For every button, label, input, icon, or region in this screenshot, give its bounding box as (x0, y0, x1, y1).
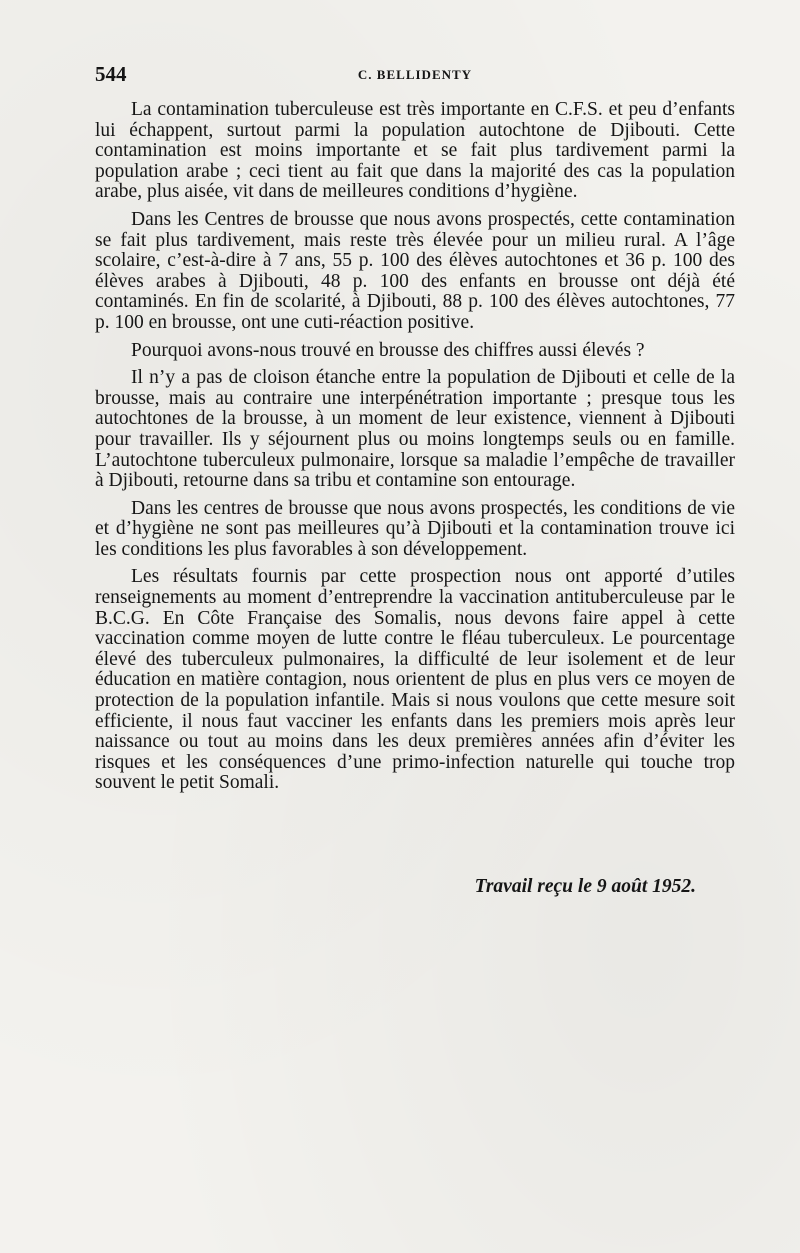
received-date-note: Travail reçu le 9 août 1952. (474, 876, 696, 897)
paragraph-5: Dans les centres de brousse que nous avons prospectés, les conditions de vie et d’hygiène ne sont pas meilleures qu’à Djibouti et la contamination trouve ici les conditions les plus favorables à son développement. (95, 497, 735, 560)
running-head: C. BELLIDENTY (357, 67, 473, 82)
paragraph-6: Les résultats fournis par cette prospection nous ont apporté d’utiles renseignements au moment d’entreprendre la vaccination antituberculeuse par le B.C.G. En Côte Française des Somalis, nous devons faire appel à cette vaccination comme moyen de lutte contre le fléau tuberculeux. Le pourcentage élevé des tuberculeux pulmonaires, la difficulté de leur isolement et de leur éducation en matière contagion, nous orientent de plus en plus vers ce moyen de protection de la population infantile. Mais si nous voulons que cette mesure soit efficiente, il nous faut vacciner les enfants dans les premiers mois après leur naissance ou tout au moins dans les deux premières années afin d’éviter les risques et les conséquences d’une primo-infection naturelle qui touche trop souvent le petit Somali. (95, 566, 735, 794)
paragraph-1: La contamination tuberculeuse est très importante en C.F.S. et peu d’enfants lui échappent, surtout parmi la population autochtone de Djibouti. Cette contamination est moins importante et se fait plus tardivement parmi la population arabe ; ceci tient au fait que dans la majorité des cas la population arabe, plus aisée, vit dans de meilleures conditions d’hygiène. (95, 99, 735, 203)
paragraph-2: Dans les Centres de brousse que nous avons prospectés, cette contamination se fait plus tardivement, mais reste très élevée pour un milieu rural. A l’âge scolaire, c’est-à-dire à 7 ans, 55 p. 100 des élèves autochtones et 36 p. 100 des élèves arabes à Djibouti, 48 p. 100 des enfants en brousse ont déjà été contaminés. En fin de scolarité, à Djibouti, 88 p. 100 des élèves autochtones, 77 p. 100 en brousse, ont une cuti-réaction positive. (95, 208, 735, 333)
page-number: 544 (95, 62, 127, 86)
article-body (95, 100, 735, 801)
page-header (95, 62, 735, 90)
paragraph-4: Il n’y a pas de cloison étanche entre la population de Djibouti et celle de la brousse, mais au contraire une interpénétration importante ; presque tous les autochtones de la brousse, à un moment de leur existence, viennent à Djibouti pour travailler. Ils y séjournent plus ou moins longtemps seuls ou en famille. L’autochtone tuberculeux pulmonaire, lorsque sa maladie l’empêche de travailler à Djibouti, retourne dans sa tribu et contamine son entourage. (95, 367, 735, 492)
paragraph-3: Pourquoi avons-nous trouvé en brousse des chiffres aussi élevés ? (131, 339, 645, 361)
